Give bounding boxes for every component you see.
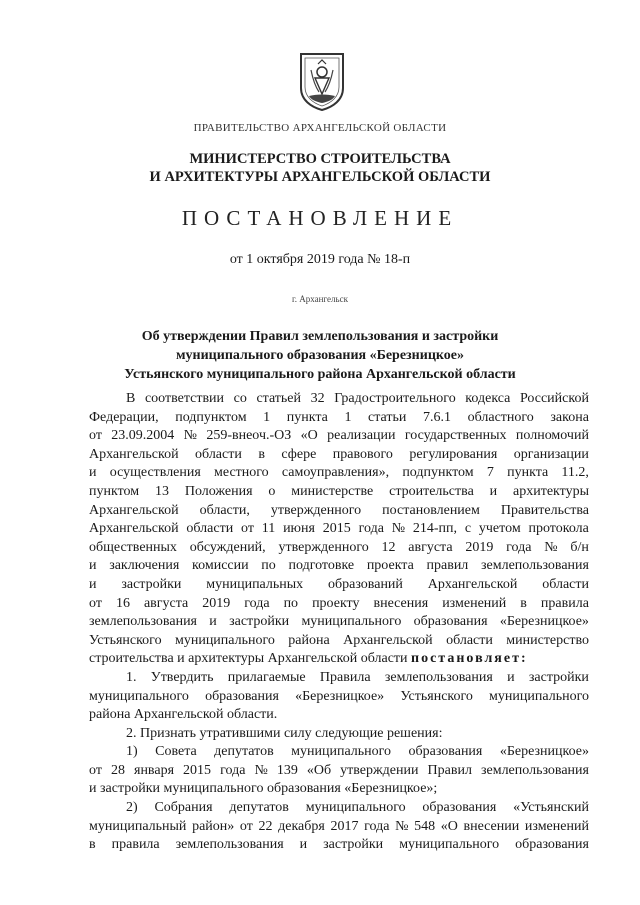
document-date-number: от 1 октября 2019 года № 18-п [229, 252, 411, 267]
body-line: и застройки муниципального образования «Березницкое»; [89, 781, 438, 797]
document-type-title: ПОСТАНОВЛЕНИЕ [181, 206, 459, 230]
body-line: землепользования и застройки муниципального образования «Березницкое» [89, 614, 589, 630]
body-line: Устьянского муниципального района Архангельской области министерство [89, 632, 589, 648]
ministry-heading [0, 150, 640, 186]
body-line: 1) Совета депутатов муниципального образования «Березницкое» [126, 744, 589, 760]
body-line: общественных обсуждений, утвержденного 12 августа 2019 года № б/н [89, 539, 589, 555]
subject-line: муниципального образования «Березницкое» [176, 348, 464, 363]
coat-of-arms-icon [297, 50, 347, 112]
body-line: и заключения комиссии по подготовке проекта правил землепользования [89, 558, 589, 574]
body-line: Архангельской области, утвержденного постановлением Правительства [89, 502, 589, 518]
body-line: В соответствии со статьей 32 Градостроительного кодекса Российской [126, 391, 589, 406]
body-line: пунктом 13 Положения о министерстве строительства и архитектуры [89, 483, 589, 499]
body-line: и застройки муниципальных образований Архангельской области [89, 576, 589, 592]
body-line: от 28 января 2015 года № 139 «Об утверждении Правил землепользования [89, 762, 589, 778]
body-line: Федерации, подпунктом 1 пункта 1 статьи 7.6.1 областного закона [89, 409, 589, 425]
body-line: муниципальный район» от 22 декабря 2017 года № 548 «О внесении изменений [89, 818, 589, 834]
body-line: 1. Утвердить прилагаемые Правила землепользования и застройки [126, 669, 589, 685]
body-line-text: строительства и архитектуры Архангельской области [89, 651, 408, 667]
subject-line: Устьянского муниципального района Архангельской области [124, 367, 516, 382]
body-line: Архангельской области от 11 июня 2015 года № 214-пп, с учетом протокола [89, 521, 589, 537]
ministry-heading-line: И АРХИТЕКТУРЫ АРХАНГЕЛЬСКОЙ ОБЛАСТИ [149, 169, 491, 185]
subject-line: Об утверждении Правил землепользования и застройки [141, 329, 499, 344]
body-line: от 23.09.2004 № 259-внеоч.-ОЗ «О реализации государственных полномочий [89, 428, 589, 444]
document-subject [0, 327, 640, 384]
decides-keyword: постановляет: [411, 651, 528, 667]
document-city: г. Архангельск [292, 294, 348, 304]
body-line: 2. Признать утратившими силу следующие решения: [126, 725, 443, 741]
body-line: от 16 августа 2019 года по проекту внесения изменений в правила [89, 595, 589, 611]
ministry-heading-line: МИНИСТЕРСТВО СТРОИТЕЛЬСТВА [189, 151, 451, 167]
body-line: и осуществления местного самоуправления», подпунктом 7 пункта 11.2, [89, 465, 589, 481]
body-line-decides [89, 650, 589, 669]
government-heading: ПРАВИТЕЛЬСТВО АРХАНГЕЛЬСКОЙ ОБЛАСТИ [193, 122, 447, 134]
body-line: района Архангельской области. [89, 707, 278, 723]
body-line: 2) Собрания депутатов муниципального образования «Устьянский [126, 800, 589, 816]
body-line: в правила землепользования и застройки муниципального образования [89, 837, 589, 853]
body-line: Архангельской области в сфере правового регулирования организации [89, 446, 589, 462]
document-body [89, 390, 589, 855]
body-line: муниципального образования «Березницкое» Устьянского муниципального [89, 688, 589, 704]
